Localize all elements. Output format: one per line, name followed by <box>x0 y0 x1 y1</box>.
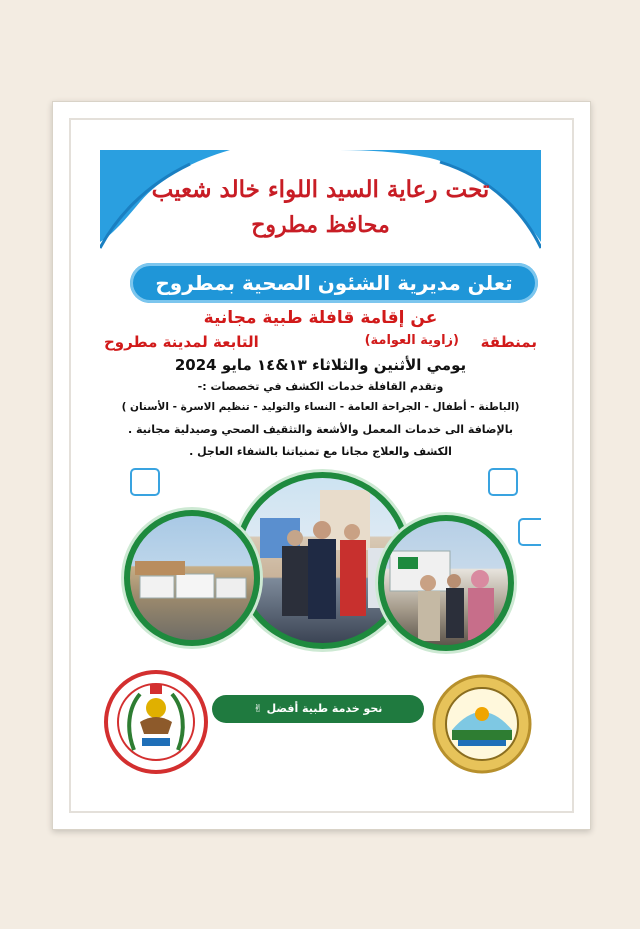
decor-square <box>518 518 541 546</box>
banner-text: تعلن مديرية الشئون الصحية بمطروح <box>155 271 513 295</box>
ambulance-fleet <box>130 516 254 640</box>
decor-square <box>130 468 160 496</box>
specialties-list: (الباطنة - أطفال - الجراحة العامة - النساء والتوليد - تنظيم الاسرة - الأسنان ) <box>121 401 520 413</box>
location-suffix: التابعة لمدينة مطروح <box>104 333 259 351</box>
convoy-heading: عن إقامة قافلة طبية مجانية <box>203 308 438 328</box>
patron-line-1: تحت رعاية السيد اللواء خالد شعيب <box>151 176 490 203</box>
top-wave-decoration <box>100 150 541 260</box>
dates-line: يومي الأثنين والثلاثاء ١٣&١٤ مايو 2024 <box>174 356 467 374</box>
photo-patients-right <box>378 515 514 651</box>
closing-line: الكشف والعلاج مجانا مع تمنياتنا بالشفاء العاجل . <box>189 445 452 458</box>
poster <box>100 150 541 778</box>
announcement-banner <box>130 263 538 303</box>
services-intro: وتقدم القافلة خدمات الكشف في تخصصات :- <box>197 380 444 393</box>
decor-square <box>488 468 518 496</box>
matrouh-governorate-seal-icon <box>430 674 534 774</box>
health-directorate-seal-icon <box>104 670 208 774</box>
extra-services: بالإضافة الى خدمات المعمل والأشعة والتثقيف الصحي وصيدلية مجانية . <box>128 423 513 436</box>
patients-scene <box>384 521 508 645</box>
photo-ambulances-left <box>124 510 260 646</box>
patron-line-2: محافظ مطروح <box>251 212 390 238</box>
slogan-pill: نحو خدمة طبية أفضل ✌ <box>212 695 424 723</box>
location-name: (زاوية العوامة) <box>364 333 459 348</box>
location-prefix: بمنطقة <box>480 333 537 351</box>
officials-figures <box>240 478 405 643</box>
